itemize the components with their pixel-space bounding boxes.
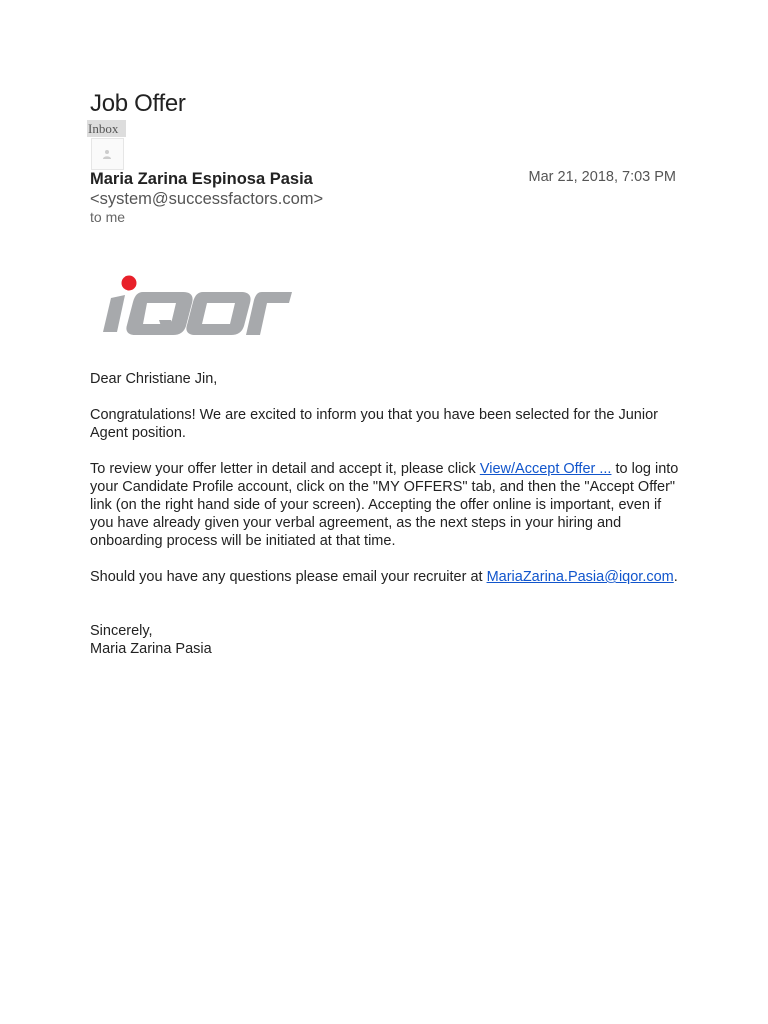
paragraph-questions — [90, 568, 680, 586]
questions-text: Should you have any questions please email your recruiter at — [90, 569, 487, 585]
sender-name: Maria Zarina Espinosa Pasia — [90, 170, 313, 188]
instructions-text-start: To review your offer letter in detail and accept it, please click — [90, 461, 480, 477]
questions-text-end: . — [673, 569, 678, 585]
recipient-line[interactable]: to me — [90, 209, 126, 225]
sender-avatar — [91, 138, 124, 170]
email-subject: Job Offer — [90, 90, 186, 117]
signature: Maria Zarina Pasia — [90, 641, 212, 657]
view-accept-offer-link[interactable]: View/Accept Offer ... — [479, 461, 612, 477]
instructions-text-end: to log into your Candidate Profile account, click on the "MY OFFERS" tab, and then the "Accept Offer" link (on the right hand side of your screen). Accepting the offer online is important, even if you have already given your verbal agreement, as the next steps in your hiring and onboarding process will be initiated at that time. — [90, 461, 679, 549]
sender-info — [90, 169, 420, 209]
greeting: Dear Christiane Jin, — [90, 371, 218, 387]
recruiter-email-link[interactable]: MariaZarina.Pasia@iqor.com — [486, 569, 674, 585]
inbox-label[interactable]: Inbox — [87, 120, 126, 137]
sign-off — [90, 622, 680, 658]
paragraph-congratulations: Congratulations! We are excited to inform you that you have been selected for the Junior Agent position. — [90, 407, 658, 441]
closing: Sincerely, — [90, 623, 153, 639]
email-body — [90, 370, 680, 676]
paragraph-instructions — [90, 460, 680, 550]
email-date: Mar 21, 2018, 7:03 PM — [528, 169, 676, 185]
iqor-logo — [99, 272, 294, 343]
sender-email: <system@successfactors.com> — [90, 190, 324, 208]
person-icon — [101, 148, 113, 160]
iqor-logo-image — [99, 272, 294, 338]
